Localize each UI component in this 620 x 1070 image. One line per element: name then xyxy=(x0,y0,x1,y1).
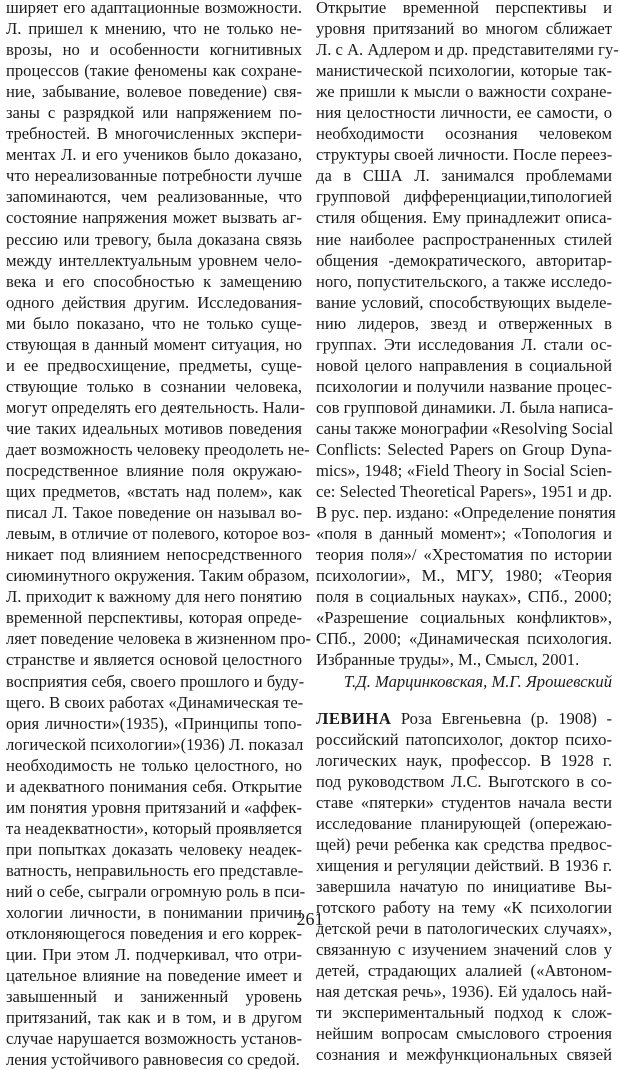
text-line: сознания и межфункциональных связей xyxy=(316,1045,612,1065)
text-line: Л. пришел к мнению, что не только не- xyxy=(6,19,302,39)
text-line: притязаний, так как и в том, и в другом xyxy=(6,1008,302,1028)
text-line: Открытие временной перспективы и xyxy=(316,0,612,17)
text-line: завершила начатую по инициативе Вы- xyxy=(316,876,612,896)
text-line: чие таких идеальных мотивов поведения xyxy=(6,418,302,438)
text-line: цательное влияние на поведение имеет и xyxy=(6,966,302,986)
text-line: отклоняющегося поведения и его коррек- xyxy=(6,924,302,944)
text-line: структуры своей личности. После переез- xyxy=(316,145,613,165)
text-line: щих предметов, «встать над полем», как xyxy=(6,482,302,502)
text-line: манистической психологии, которые так- xyxy=(316,61,612,81)
text-line: странстве и является основой целостного xyxy=(6,650,302,670)
text-line: mics», 1948; «Field Theory in Social Scien- xyxy=(316,461,612,481)
text-line: связанную с изучением значений слов у xyxy=(316,940,612,960)
right-text-column xyxy=(316,0,619,1065)
text-line: дает возможность человеку преодолеть не- xyxy=(6,439,310,459)
text-line: ции. При этом Л. подчеркивал, что отри- xyxy=(6,945,302,965)
text-line: ми было показано, что не только суще- xyxy=(6,313,302,333)
text-line: уровня притязаний во многом сближает xyxy=(316,19,612,39)
levina-entry-first-line xyxy=(316,708,612,729)
page-number: 261 xyxy=(296,909,324,929)
text-line: могут определять его деятельность. Нали- xyxy=(6,397,305,417)
levina-entry-body xyxy=(316,729,612,1066)
text-line: заны с разрядкой или напряжением по- xyxy=(6,103,302,123)
text-line: сов групповой динамики. Л. была написа- xyxy=(316,397,614,417)
text-line: ного, попустительского, а также исследо- xyxy=(316,271,612,291)
levina-headword: ЛЕВИНА xyxy=(316,708,392,728)
text-line: ватность, неправильность его представле- xyxy=(6,860,304,880)
text-line: одного действия другим. Исследования- xyxy=(6,292,302,312)
text-line: процессов (такие феномены как сохране- xyxy=(6,61,302,81)
text-line: психологии и получили название процес- xyxy=(316,376,612,396)
text-line: «Разрешение социальных конфликтов», xyxy=(316,608,612,628)
text-line: та неадекватности», который проявляется xyxy=(6,818,302,838)
text-line: ления устойчивого равновесия со средой. xyxy=(6,1050,300,1070)
text-line: ти экспериментальный подход к слож- xyxy=(316,1003,612,1023)
text-line: и ее предвосхищение, предметы, суще- xyxy=(6,355,302,375)
author-signature: Т.Д. Марцинковская, М.Г. Ярошевский xyxy=(343,671,612,691)
text-line: ние наиболее распространенных стилей xyxy=(316,229,612,249)
text-line: писал Л. Такое поведение он называл во- xyxy=(6,503,302,523)
text-line: им понятия уровня притязаний и «аффек- xyxy=(6,797,302,817)
text-line: состояние напряжения может вызвать аг- xyxy=(6,208,302,228)
text-line: требностей. В многочисленных экспери- xyxy=(6,124,302,144)
text-line: Л. приходит к важному для него понятию xyxy=(6,587,302,607)
text-line: врозы, но и особенности когнитивных xyxy=(6,40,302,60)
text-line: ние, забывание, волевое поведение) свя- xyxy=(6,82,302,102)
text-line: саны также монографии «Resolving Social xyxy=(316,418,614,438)
text-line: века и его способностью к замещению xyxy=(6,271,302,291)
text-line: ляет поведение человека в жизненном про- xyxy=(6,629,312,649)
text-line: никает под влиянием непосредственного xyxy=(6,545,302,565)
levina-first-line-text: Роза Евгеньевна (р. 1908) - xyxy=(391,708,612,728)
text-line: нейшим вопросам смыслового строения xyxy=(316,1024,612,1044)
text-line: новой целого направления в социальной xyxy=(316,355,612,375)
text-line: запоминаются, чем реализованные, что xyxy=(6,187,302,207)
text-line: между интеллектуальным уровнем чело- xyxy=(6,250,302,270)
text-line: ория личности»(1935), «Принципы топо- xyxy=(6,713,302,733)
text-line: ная детская речь», 1936). Ей удалось най- xyxy=(316,982,612,1002)
text-line: ния целостности личности, ее самости, о xyxy=(316,103,612,123)
text-line: посредственное влияние поля окружаю- xyxy=(6,461,302,481)
text-line: ствующая в данный момент ситуация, но xyxy=(6,334,302,354)
text-line: же пришли к мысли о важности сохране- xyxy=(316,82,612,102)
text-line: под руководством Л.С. Выготского в со- xyxy=(316,771,612,791)
text-line: теория поля»/ «Хрестоматия по истории xyxy=(316,545,612,565)
text-line: завышенный и заниженный уровень xyxy=(6,987,302,1007)
text-line: групповой дифференциации,типологией xyxy=(316,187,612,207)
text-line: необходимости осознания человеком xyxy=(316,124,612,144)
text-line: ментах Л. и его учеников было доказано, xyxy=(6,145,302,165)
text-line: щей) речи ребенка как средства предвос- xyxy=(316,834,612,854)
text-line: исследование планирующей (опережаю- xyxy=(316,813,612,833)
text-line: щего. В своих работах «Динамическая те- xyxy=(6,692,304,712)
text-line: Conflicts: Selected Papers on Group Dyna- xyxy=(316,439,612,459)
text-line: ставе «пятерки» студентов начала вести xyxy=(316,792,612,812)
entry-gap xyxy=(316,692,612,708)
text-line: ce: Selected Theoretical Papers», 1951 и др. xyxy=(316,482,612,502)
text-line: «поля в данный момент»; «Топология и xyxy=(316,524,612,544)
text-line: СПб., 2000; «Динамическая психология. xyxy=(316,629,612,649)
text-line: и адекватного понимания себя. Открытие xyxy=(6,776,302,796)
text-line: детской речи в патологических случаях», xyxy=(316,919,612,939)
text-line: готского работу на тему «К психологии xyxy=(316,897,612,917)
text-line: ний о себе, сыграли огромную роль в пси- xyxy=(6,881,306,901)
text-line: группах. Эти исследования Л. стали ос- xyxy=(316,334,612,354)
text-line: В рус. пер. издано: «Определение понятия xyxy=(316,503,616,523)
text-line: психологии», М., МГУ, 1980; «Теория xyxy=(316,566,612,586)
text-line: хищения и регуляции действий. В 1936 г. xyxy=(316,855,612,875)
text-line: российский патопсихолог, доктор психо- xyxy=(316,729,612,749)
text-line: Избранные труды», М., Смысл, 2001. xyxy=(316,650,580,670)
text-line: поля в социальных науках», СПб., 2000; xyxy=(316,587,612,607)
text-line: левым, в отличие от полевого, которое воз- xyxy=(6,524,311,544)
text-line: стиля общения. Ему принадлежит описа- xyxy=(316,208,612,228)
text-line: хологии личности, в понимании причин xyxy=(6,903,302,923)
text-line: нию лидеров, звезд и отверженных в xyxy=(316,313,612,333)
text-line: при попытках доказать человеку неадек- xyxy=(6,839,302,859)
text-line: общения -демократического, авторитар- xyxy=(316,250,612,270)
text-line: Л. с А. Адлером и др. представителями гу- xyxy=(316,40,619,60)
text-line: случае нарушается возможность установ- xyxy=(6,1029,302,1049)
levin-entry-continuation xyxy=(316,0,619,671)
text-line: вание условий, способствующих выделе- xyxy=(316,292,612,312)
text-line: логических наук, профессор. В 1928 г. xyxy=(316,750,612,770)
text-line: рессию или тревогу, была доказана связь xyxy=(6,229,302,249)
text-line: сиюминутного окружения. Таким образом, xyxy=(6,566,310,586)
text-line: логической психологии»(1936) Л. показал xyxy=(6,734,304,754)
text-line: необходимость не только целостного, но xyxy=(6,755,302,775)
text-line: временной перспективы, которая опреде- xyxy=(6,608,302,628)
text-line: да в США Л. занимался проблемами xyxy=(316,166,612,186)
text-line: восприятия себя, своего прошлого и буду- xyxy=(6,671,305,691)
text-line: что нереализованные потребности лучше xyxy=(6,166,302,186)
text-line: ширяет его адаптационные возможности. xyxy=(6,0,302,17)
text-line: детей, страдающих алалией («Автоном- xyxy=(316,961,612,981)
text-line: ствующие только в сознании человека, xyxy=(6,376,302,396)
